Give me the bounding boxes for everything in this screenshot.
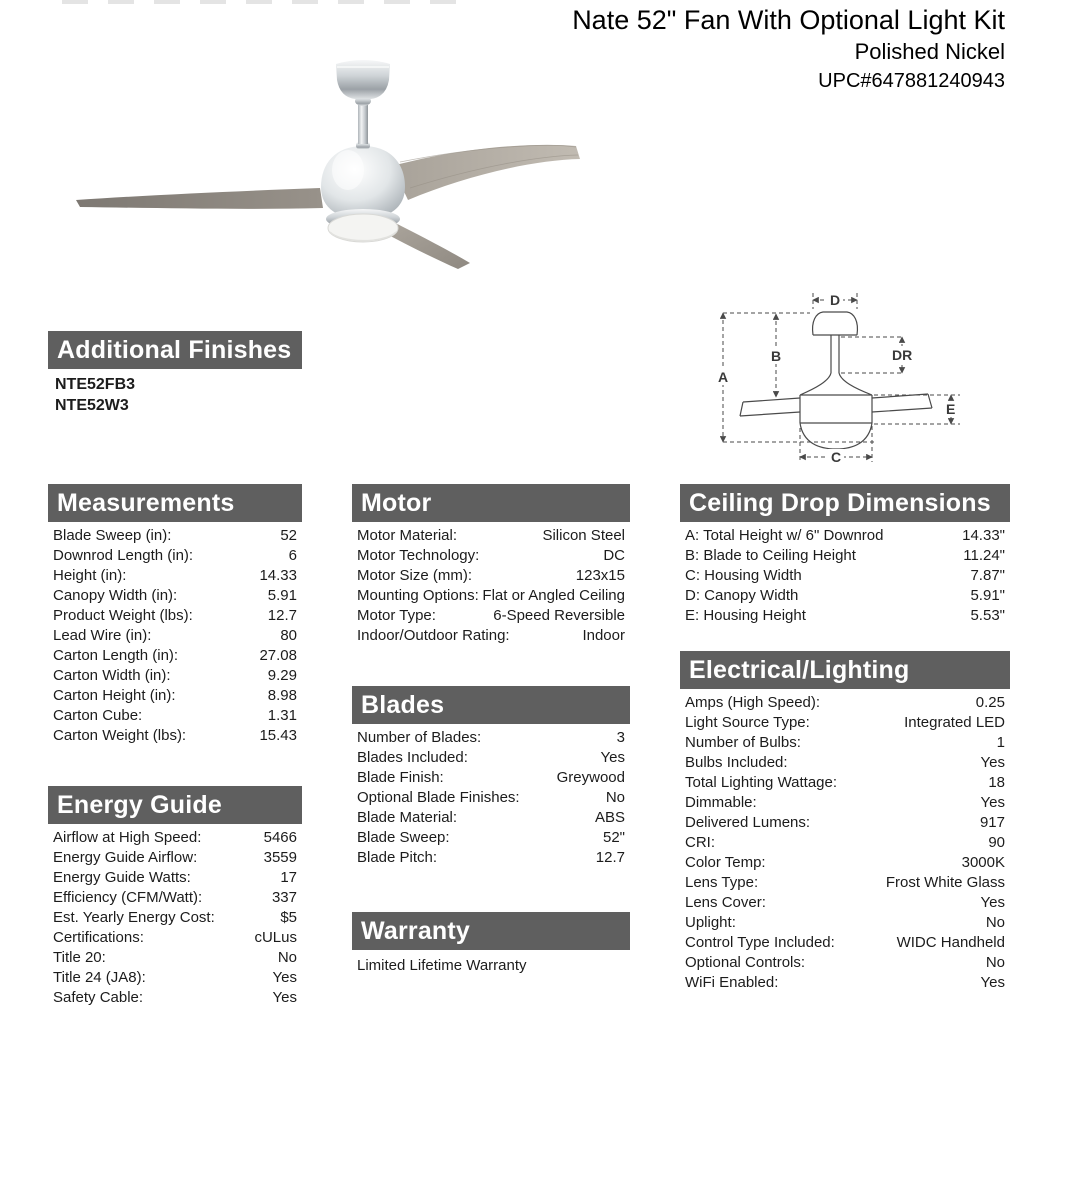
spec-row <box>680 526 1010 546</box>
spec-row <box>680 973 1010 993</box>
spec-label: A: Total Height w/ 6" Downrod <box>685 527 884 544</box>
cropped-logo-remnant <box>62 0 462 4</box>
spec-value: 12.7 <box>267 607 297 624</box>
spec-label: Color Temp: <box>685 854 766 871</box>
spec-row <box>680 546 1010 566</box>
section-heading: Motor <box>352 484 630 522</box>
spec-label: Motor Size (mm): <box>357 567 473 584</box>
spec-row <box>352 748 630 768</box>
spec-label: Number of Blades: <box>357 729 482 746</box>
spec-row <box>352 526 630 546</box>
spec-label: Carton Weight (lbs): <box>53 727 187 744</box>
spec-label: Blade Material: <box>357 809 458 826</box>
spec-rows <box>352 526 630 646</box>
spec-label: Blade Finish: <box>357 769 444 786</box>
spec-row <box>680 793 1010 813</box>
spec-label: Title 20: <box>53 949 106 966</box>
spec-label: Product Weight (lbs): <box>53 607 193 624</box>
spec-row <box>352 566 630 586</box>
spec-label: Efficiency (CFM/Watt): <box>53 889 203 906</box>
spec-value: 5.91" <box>970 587 1005 604</box>
section-heading: Blades <box>352 686 630 724</box>
spec-label: Certifications: <box>53 929 144 946</box>
spec-value: Yes <box>980 794 1005 811</box>
spec-row <box>680 733 1010 753</box>
spec-row <box>48 606 302 626</box>
spec-row <box>352 728 630 748</box>
spec-row <box>48 646 302 666</box>
spec-row <box>680 586 1010 606</box>
spec-row <box>352 828 630 848</box>
section-electrical-lighting <box>680 651 1010 993</box>
diagram-downrod <box>831 335 839 373</box>
spec-row <box>680 953 1010 973</box>
fan-motor-housing <box>321 146 405 219</box>
spec-label: Indoor/Outdoor Rating: <box>357 627 510 644</box>
fan-blade-upper-right <box>392 145 580 200</box>
spec-row <box>48 706 302 726</box>
spec-value: Yes <box>980 754 1005 771</box>
spec-label: D: Canopy Width <box>685 587 799 604</box>
spec-row <box>352 546 630 566</box>
spec-label: Carton Width (in): <box>53 667 171 684</box>
product-finish: Polished Nickel <box>854 39 1005 64</box>
spec-value: 90 <box>988 834 1005 851</box>
spec-row <box>352 586 630 606</box>
spec-value: Silicon Steel <box>542 527 625 544</box>
spec-row <box>680 913 1010 933</box>
spec-row <box>48 868 302 888</box>
spec-row <box>680 773 1010 793</box>
spec-value: 123x15 <box>575 567 625 584</box>
spec-value: 12.7 <box>595 849 625 866</box>
section-motor <box>352 484 630 646</box>
spec-row <box>352 606 630 626</box>
spec-value: Yes <box>980 974 1005 991</box>
spec-rows <box>680 693 1010 993</box>
section-energy-guide <box>48 786 302 1008</box>
spec-label: Blade Sweep (in): <box>53 527 172 544</box>
spec-value: 14.33" <box>962 527 1005 544</box>
diagram-label-a: A <box>718 369 729 385</box>
spec-row <box>352 768 630 788</box>
spec-row <box>48 848 302 868</box>
spec-label: Motor Technology: <box>357 547 480 564</box>
product-title: Nate 52" Fan With Optional Light Kit <box>572 5 1005 35</box>
dimension-diagram <box>695 285 1080 475</box>
spec-value: No <box>277 949 297 966</box>
section-warranty <box>352 912 630 976</box>
spec-value: WIDC Handheld <box>896 934 1005 951</box>
spec-row <box>48 968 302 988</box>
spec-value: 1 <box>996 734 1005 751</box>
spec-label: WiFi Enabled: <box>685 974 779 991</box>
spec-value: 9.29 <box>267 667 297 684</box>
spec-row <box>48 626 302 646</box>
spec-row <box>680 853 1010 873</box>
spec-row <box>48 586 302 606</box>
diagram-blade-left <box>740 398 800 416</box>
spec-value: Flat or Angled Ceiling <box>482 587 625 604</box>
diagram-label-dr: DR <box>892 347 913 363</box>
spec-value: 1.31 <box>267 707 297 724</box>
section-ceiling-drop-dimensions <box>680 484 1010 626</box>
spec-value: 6-Speed Reversible <box>493 607 625 624</box>
diagram-label-d: D <box>830 292 841 308</box>
diagram-canopy <box>813 312 858 335</box>
spec-value: $5 <box>280 909 297 926</box>
spec-value: 3559 <box>263 849 297 866</box>
section-heading: Ceiling Drop Dimensions <box>680 484 1010 522</box>
spec-label: E: Housing Height <box>685 607 806 624</box>
spec-label: Downrod Length (in): <box>53 547 194 564</box>
spec-value: 17 <box>280 869 297 886</box>
spec-value: 3 <box>616 729 625 746</box>
spec-rows <box>48 828 302 1008</box>
spec-row <box>680 873 1010 893</box>
spec-label: Motor Type: <box>357 607 436 624</box>
spec-row <box>48 988 302 1008</box>
spec-value: Frost White Glass <box>885 874 1005 891</box>
spec-value: No <box>985 914 1005 931</box>
spec-label: Motor Material: <box>357 527 458 544</box>
spec-label: Carton Cube: <box>53 707 143 724</box>
spec-row <box>680 606 1010 626</box>
spec-row <box>680 713 1010 733</box>
warranty-text: Limited Lifetime Warranty <box>357 957 527 974</box>
spec-label: CRI: <box>685 834 715 851</box>
section-heading: Electrical/Lighting <box>680 651 1010 689</box>
spec-label: Optional Blade Finishes: <box>357 789 520 806</box>
finish-list <box>48 374 302 416</box>
spec-value: 917 <box>979 814 1005 831</box>
fan-downrod <box>358 100 368 144</box>
spec-label: Blade Sweep: <box>357 829 450 846</box>
diagram-label-b: B <box>771 348 782 364</box>
spec-label: Light Source Type: <box>685 714 810 731</box>
spec-label: Dimmable: <box>685 794 757 811</box>
spec-value: Indoor <box>582 627 625 644</box>
spec-value: 5466 <box>263 829 297 846</box>
spec-row <box>680 833 1010 853</box>
spec-value: No <box>985 954 1005 971</box>
spec-row <box>680 566 1010 586</box>
spec-row <box>48 546 302 566</box>
section-heading: Energy Guide <box>48 786 302 824</box>
spec-label: Optional Controls: <box>685 954 806 971</box>
finish-item: NTE52FB3 <box>55 376 136 393</box>
spec-value: No <box>605 789 625 806</box>
spec-value: 3000K <box>961 854 1005 871</box>
spec-label: Lens Cover: <box>685 894 766 911</box>
spec-value: 6 <box>288 547 297 564</box>
section-heading: Additional Finishes <box>48 331 302 369</box>
spec-label: Mounting Options: <box>357 587 479 604</box>
spec-label: Carton Height (in): <box>53 687 176 704</box>
spec-label: Blades Included: <box>357 749 468 766</box>
diagram-housing <box>800 395 872 423</box>
spec-value: 5.53" <box>970 607 1005 624</box>
spec-label: Uplight: <box>685 914 736 931</box>
spec-rows <box>352 728 630 868</box>
section-heading: Measurements <box>48 484 302 522</box>
spec-label: Title 24 (JA8): <box>53 969 146 986</box>
spec-value: 11.24" <box>963 547 1005 564</box>
section-measurements <box>48 484 302 746</box>
product-upc: UPC#647881240943 <box>818 70 1005 92</box>
spec-row <box>680 813 1010 833</box>
spec-value: DC <box>603 547 625 564</box>
spec-label: C: Housing Width <box>685 567 802 584</box>
spec-row <box>352 788 630 808</box>
spec-value: Yes <box>272 969 297 986</box>
spec-value: 5.91 <box>267 587 297 604</box>
spec-value: 80 <box>280 627 297 644</box>
spec-label: Blade Pitch: <box>357 849 438 866</box>
spec-label: Lead Wire (in): <box>53 627 152 644</box>
spec-label: Delivered Lumens: <box>685 814 811 831</box>
spec-value: Yes <box>272 989 297 1006</box>
diagram-blade-right <box>872 394 932 412</box>
spec-row <box>48 666 302 686</box>
spec-label: Control Type Included: <box>685 934 835 951</box>
spec-value: Yes <box>980 894 1005 911</box>
spec-rows <box>680 526 1010 626</box>
spec-row <box>352 808 630 828</box>
diagram-light-dome <box>800 423 872 449</box>
diagram-label-c: C <box>831 449 842 465</box>
spec-row <box>48 928 302 948</box>
spec-label: Airflow at High Speed: <box>53 829 202 846</box>
diagram-label-e: E <box>946 401 956 417</box>
spec-value: 52" <box>602 829 625 846</box>
spec-row <box>352 626 630 646</box>
spec-row <box>48 888 302 908</box>
fan-light-glass <box>328 214 398 242</box>
fan-blade-left <box>76 188 323 209</box>
spec-label: Lens Type: <box>685 874 759 891</box>
spec-row <box>680 753 1010 773</box>
finish-item: NTE52W3 <box>55 397 129 414</box>
spec-value: 7.87" <box>970 567 1005 584</box>
spec-value: Yes <box>600 749 625 766</box>
spec-row <box>48 726 302 746</box>
spec-value: cULus <box>254 929 297 946</box>
section-heading: Warranty <box>352 912 630 950</box>
section-blades <box>352 686 630 868</box>
spec-label: B: Blade to Ceiling Height <box>685 547 856 564</box>
spec-value: 14.33 <box>259 567 297 584</box>
spec-value: 52 <box>280 527 297 544</box>
fan-canopy <box>336 60 390 99</box>
spec-row <box>352 848 630 868</box>
spec-value: Greywood <box>556 769 625 786</box>
spec-value: 8.98 <box>267 687 297 704</box>
spec-label: Carton Length (in): <box>53 647 179 664</box>
spec-value: 27.08 <box>259 647 297 664</box>
spec-label: Energy Guide Watts: <box>53 869 191 886</box>
spec-row <box>680 933 1010 953</box>
spec-label: Total Lighting Wattage: <box>685 774 838 791</box>
spec-value: 18 <box>988 774 1005 791</box>
spec-rows <box>48 526 302 746</box>
spec-row <box>48 566 302 586</box>
spec-value: 15.43 <box>259 727 297 744</box>
spec-label: Number of Bulbs: <box>685 734 801 751</box>
spec-value: ABS <box>594 809 625 826</box>
spec-row <box>48 948 302 968</box>
spec-label: Height (in): <box>53 567 127 584</box>
section-additional-finishes <box>48 331 302 416</box>
spec-row <box>48 828 302 848</box>
spec-label: Bulbs Included: <box>685 754 788 771</box>
spec-row <box>48 686 302 706</box>
spec-row <box>680 693 1010 713</box>
spec-value: 337 <box>271 889 297 906</box>
spec-label: Canopy Width (in): <box>53 587 178 604</box>
spec-row <box>48 526 302 546</box>
diagram-housing-top <box>800 373 872 395</box>
spec-row <box>680 893 1010 913</box>
spec-row <box>48 908 302 928</box>
fan-product-image <box>60 50 680 295</box>
spec-label: Energy Guide Airflow: <box>53 849 198 866</box>
spec-label: Amps (High Speed): <box>685 694 821 711</box>
spec-label: Est. Yearly Energy Cost: <box>53 909 215 926</box>
spec-label: Safety Cable: <box>53 989 144 1006</box>
spec-value: Integrated LED <box>904 714 1005 731</box>
spec-value: 0.25 <box>975 694 1005 711</box>
